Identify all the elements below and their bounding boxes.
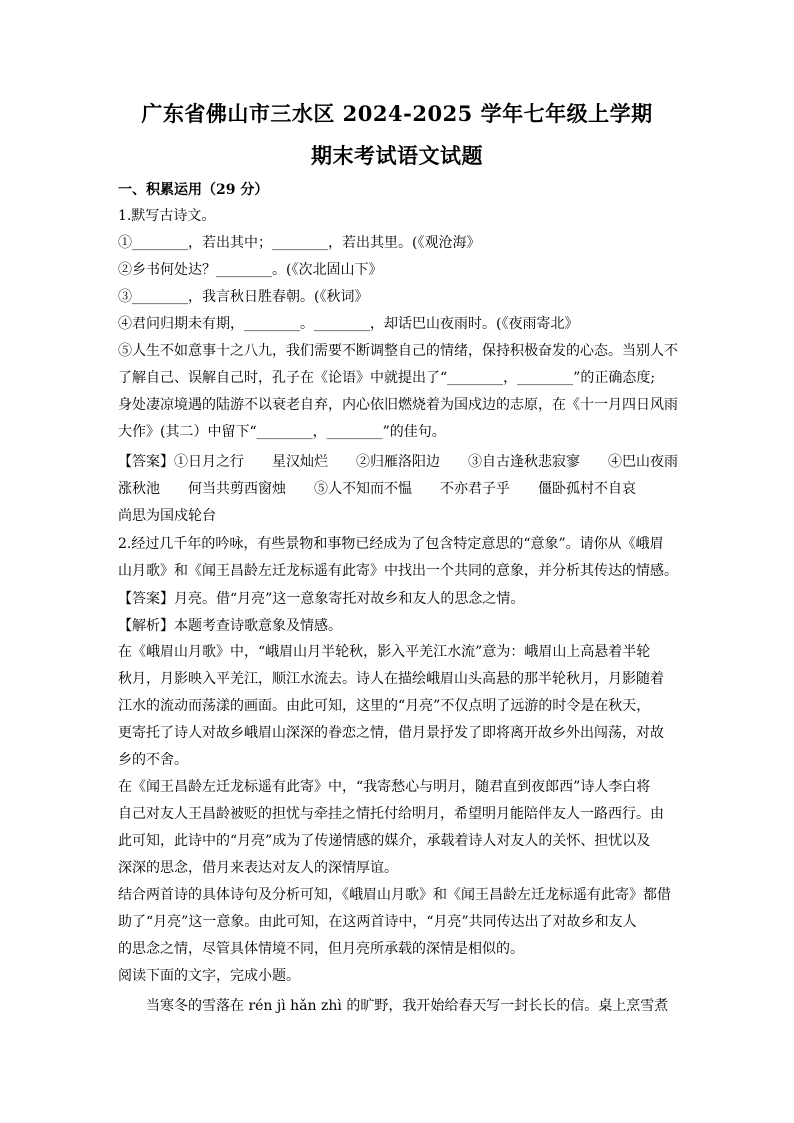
question-1-item-5-cont: 了解自己、误解自己时，孔子在《论语》中就提出了“________，________”的正确态度; bbox=[118, 370, 656, 386]
analysis-paragraph: 乡的不舍。 bbox=[118, 752, 188, 768]
question-1-item-5-cont: 大作》(其二）中留下“________，________”的佳句。 bbox=[118, 424, 446, 440]
analysis-paragraph: 在《闻王昌龄左迁龙标遥有此寄》中，“我寄愁心与明月，随君直到夜郎西”诗人李白将 bbox=[118, 779, 651, 795]
question-2-cont: 山月歌》和《闻王昌龄左迁龙标遥有此寄》中找出一个共同的意象，并分析其传达的情感。 bbox=[118, 563, 678, 579]
analysis-paragraph: 自己对友人王昌龄被贬的担忧与牵挂之情托付给明月，希望明月能陪伴友人一路西行。由 bbox=[118, 806, 664, 822]
answer-1: 【答案】①日月之行 星汉灿烂 ②归雁洛阳边 ③自古逢秋悲寂寥 ④巴山夜雨 bbox=[118, 454, 678, 470]
analysis-paragraph: 的思念之情，尽管具体情境不同，但月亮所承载的深情是相似的。 bbox=[118, 941, 524, 957]
analysis-paragraph: 深深的思念，借月来表达对友人的深情厚谊。 bbox=[118, 860, 398, 876]
reading-instruction: 阅读下面的文字，完成小题。 bbox=[118, 968, 300, 984]
question-1-item-5-cont: 身处凄凉境遇的陆游不以衰老自弃，内心依旧燃烧着为国戍边的志原，在《十一月四日风雨 bbox=[118, 397, 678, 413]
reading-passage: 当寒冬的雪落在 rén jì hǎn zhì 的旷野，我开始给春天写一封长长的信。桌上烹雪煮 bbox=[146, 998, 669, 1014]
section-heading: 一、积累运用（29 分） bbox=[118, 182, 269, 198]
analysis-paragraph: 秋月，月影映入平羌江，顺江水流去。诗人在描绘峨眉山头高悬的那半轮秋月，月影随着 bbox=[118, 671, 664, 687]
analysis-paragraph: 更寄托了诗人对故乡峨眉山深深的眷恋之情，借月景抒发了即将离开故乡外出闯荡，对故 bbox=[118, 725, 664, 741]
answer-2: 【答案】月亮。借“月亮”这一意象寄托对故乡和友人的思念之情。 bbox=[118, 591, 525, 607]
answer-1-cont: 尚思为国戍轮台 bbox=[118, 508, 216, 524]
analysis-paragraph: 此可知，此诗中的“月亮”成为了传递情感的媒介，承载着诗人对友人的关怀、担忧以及 bbox=[118, 833, 651, 849]
question-2: 2.经过几千年的吟咏，有些景物和事物已经成为了包含特定意思的“意象”。请你从《峨眉 bbox=[118, 536, 664, 552]
answer-1-cont: 涨秋池 何当共剪西窗烛 ⑤人不知而不愠 不亦君子乎 僵卧孤村不自哀 bbox=[118, 481, 636, 497]
analysis-2: 【解析】本题考查诗歌意象及情感。 bbox=[118, 618, 342, 634]
question-1-item-4: ④君问归期未有期，________。________，却话巴山夜雨时。(《夜雨寄北》 bbox=[118, 316, 579, 332]
analysis-paragraph: 在《峨眉山月歌》中，“峨眉山月半轮秋，影入平羌江水流”意为：峨眉山上高悬着半轮 bbox=[118, 644, 651, 660]
question-1-item-3: ③________，我言秋日胜春朝。(《秋词》 bbox=[118, 289, 369, 305]
analysis-paragraph: 江水的流动而荡漾的画面。由此可知，这里的“月亮”不仅点明了远游的时令是在秋天， bbox=[118, 698, 651, 714]
analysis-paragraph: 助了“月亮”这一意象。由此可知，在这两首诗中，“月亮”共同传达出了对故乡和友人 bbox=[118, 914, 637, 930]
question-1-item-2: ②乡书何处达？________。(《次北固山下》 bbox=[118, 262, 383, 278]
page-subtitle: 期末考试语文试题 bbox=[311, 143, 483, 168]
analysis-paragraph: 结合两首诗的具体诗句及分析可知，《峨眉山月歌》和《闻王昌龄左迁龙标遥有此寄》都借 bbox=[118, 887, 671, 903]
question-1: 1.默写古诗文。 bbox=[118, 208, 216, 224]
question-1-item-1: ①________，若出其中；________，若出其里。(《观沧海》 bbox=[118, 235, 481, 251]
question-1-item-5: ⑤人生不如意事十之八九，我们需要不断调整自己的情绪，保持积极奋发的心态。当别人不 bbox=[118, 343, 678, 359]
page-title: 广东省佛山市三水区 2024-2025 学年七年级上学期 bbox=[141, 101, 653, 126]
